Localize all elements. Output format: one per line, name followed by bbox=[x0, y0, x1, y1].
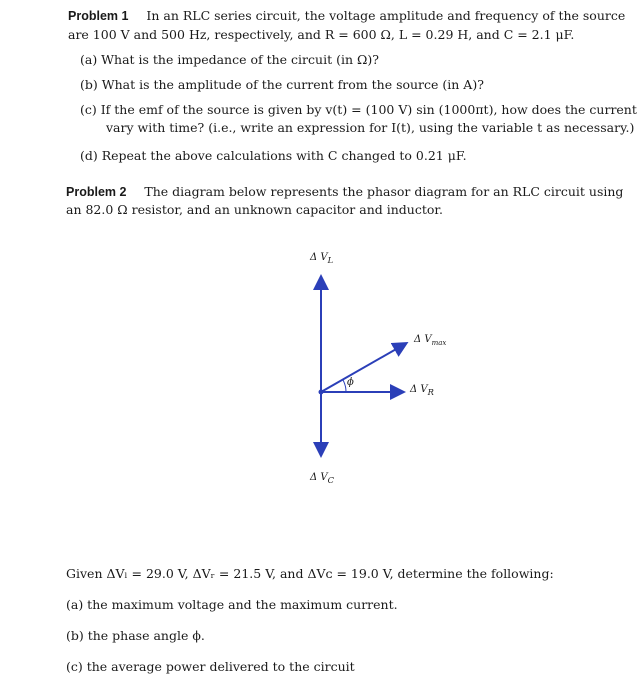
problem2-intro2: an 82.0 Ω resistor, and an unknown capacitor and inductor. bbox=[66, 202, 443, 217]
problem1-intro1: In an RLC series circuit, the voltage amplitude and frequency of the source bbox=[146, 8, 626, 23]
origin-dot bbox=[319, 390, 324, 395]
problem2-line1 bbox=[66, 184, 623, 200]
problem1-intro2: are 100 V and 500 Hz, respectively, and R = 600 Ω, L = 0.29 H, and C = 2.1 μF. bbox=[68, 27, 575, 42]
problem2-part-b: (b) the phase angle ϕ. bbox=[66, 628, 205, 643]
problem1-part-d: (d) Repeat the above calculations with C changed to 0.21 μF. bbox=[80, 148, 467, 163]
problem2-part-c: (c) the average power delivered to the circuit bbox=[66, 659, 355, 674]
label-phi: ϕ bbox=[347, 377, 354, 388]
problem1-heading: Problem 1 bbox=[68, 9, 129, 23]
angle-arc bbox=[343, 380, 346, 392]
phasor-diagram bbox=[230, 240, 447, 500]
problem2-heading: Problem 2 bbox=[66, 185, 127, 199]
problem1-line1 bbox=[68, 8, 625, 24]
label-vc: Δ $V_C$ bbox=[310, 472, 334, 485]
label-vl: Δ $V_L$ bbox=[310, 252, 334, 265]
problem2-intro1: The diagram below represents the phasor diagram for an RLC circuit using bbox=[144, 184, 624, 199]
given-statement: Given ΔVₗ = 29.0 V, ΔVᵣ = 21.5 V, and ΔVᴄ = 19.0 V, determine the following: bbox=[66, 566, 554, 581]
label-vr: Δ $V_R$ bbox=[410, 384, 434, 397]
problem1-part-b: (b) What is the amplitude of the current from the source (in A)? bbox=[80, 77, 484, 92]
label-vmax: Δ $V_{max}$ bbox=[414, 334, 447, 347]
phasor-svg bbox=[230, 240, 430, 500]
problem2-part-a: (a) the maximum voltage and the maximum current. bbox=[66, 597, 398, 612]
problem1-part-c2: vary with time? (i.e., write an expression for I(t), using the variable t as necessary.) bbox=[106, 120, 635, 135]
problem1-part-c1: (c) If the emf of the source is given by v(t) = (100 V) sin (1000πt), how does the current bbox=[80, 102, 637, 117]
vmax-arrow bbox=[321, 344, 405, 392]
problem1-part-a: (a) What is the impedance of the circuit (in Ω)? bbox=[80, 52, 379, 67]
